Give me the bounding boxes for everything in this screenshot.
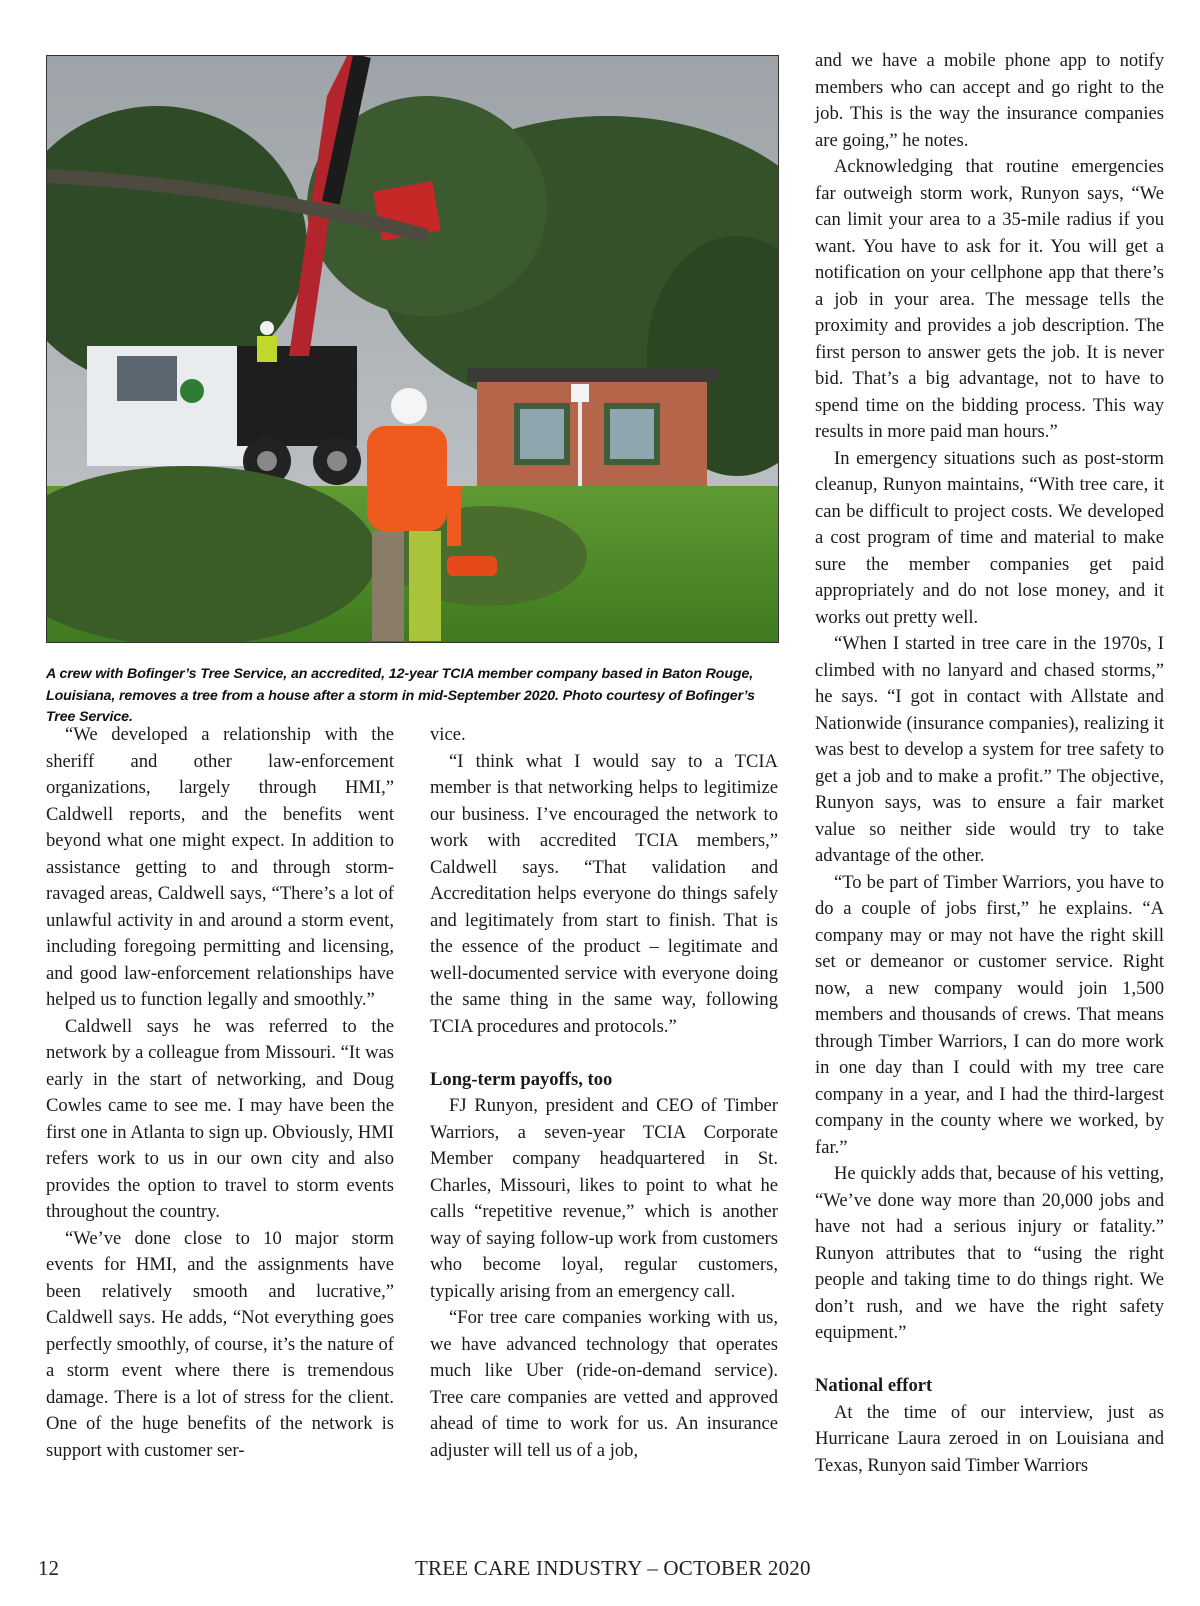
paragraph: At the time of our interview, just as Hurricane Laura zeroed in on Louisiana and Texas, Runyon said Timber Warriors [815, 1401, 1164, 1476]
paragraph-continuation: vice. [430, 724, 466, 745]
paragraph: Acknowledging that routine emergencies far outweigh storm work, Runyon says, “We can limit your area to a 35-mile radius if you want. You have to ask for it. You will get a notification on your cellphone app that there’s a job in your area. The message tells the proximity and provides a job description. The first person to answer gets the job. It is never bid. That’s a big advantage, not to have to spend time on the bidding process. This way results in more paid man hours.” [815, 156, 1164, 442]
article-photo [46, 55, 779, 643]
article-column-right [815, 48, 1164, 1479]
paragraph: FJ Runyon, president and CEO of Timber Warriors, a seven-year TCIA Corporate Member company headquartered in St. Charles, Missouri, likes to point to what he calls “repetitive revenue,” which is another way of saying follow-up work from customers who become loyal, regular customers, typically arising from an emergency call. [430, 1095, 778, 1302]
section-heading: Long-term payoffs, too [430, 1068, 613, 1090]
paragraph: “I think what I would say to a TCIA member is that networking helps to legitimize our business. I’ve encouraged the network to work with accredited TCIA members,” Caldwell says. “That validation and Accreditation helps everyone do things safely and legitimately from start to finish. That is the essence of the product – legitimate and well-documented service with everyone doing the same thing in the same way, following TCIA procedures and protocols.” [430, 750, 778, 1037]
paragraph: In emergency situations such as post-storm cleanup, Runyon maintains, “With tree care, it can be difficult to project costs. We developed a cost program of time and material to make sure the member companies get paid appropriately and do not lose money, and it works out pretty well. [815, 447, 1164, 628]
publication-footer: TREE CARE INDUSTRY – OCTOBER 2020 [415, 1556, 811, 1580]
article-column-left [46, 722, 394, 1464]
paragraph: “For tree care companies working with us, we have advanced technology that operates much like Uber (ride-on-demand service). Tree care companies are vetted and approved ahead of time to work for us. An insurance adjuster will tell us of a job, [430, 1307, 778, 1461]
paragraph: Caldwell says he was referred to the network by a colleague from Missouri. “It was early in the start of networking, and Doug Cowles came to see me. I may have been the first one in Atlanta to sign up. Obviously, HMI refers work to us in our own city and also provides the option to travel to storm events throughout the country. [46, 1015, 394, 1222]
paragraph: He quickly adds that, because of his vetting, “We’ve done way more than 20,000 jobs and have not had a serious injury or fatality.” Runyon attributes that to “using the right people and taking time to do things right. We don’t rush, and we have the right safety equipment.” [815, 1163, 1164, 1343]
photo-caption: A crew with Bofinger’s Tree Service, an accredited, 12-year TCIA member company based in Baton Rouge, Louisiana, removes a tree from a house after a storm in mid-September 2020. Photo courtesy of Bofinger’s Tree Service. [46, 666, 755, 725]
paragraph: “To be part of Timber Warriors, you have to do a couple of jobs first,” he explains. “A company may or may not have the right skill set or demeanor or customer service. Right now, a new company would join 1,500 members and thousands of crews. That means through Timber Warriors, I can do more work in one day than I could with my tree care company in a year, and I had the third-largest company in the county where we worked, by far.” [815, 871, 1164, 1158]
paragraph: “When I started in tree care in the 1970s, I climbed with no lanyard and chased storms,” he says. “I got in contact with Allstate and Nationwide (insurance companies), realizing it was best to develop a system for tree safety to get a job and to make a profit.” The objective, Runyon says, was to ensure a fair market value so neither side would try to take advantage of the other. [815, 633, 1164, 866]
article-column-middle [430, 722, 778, 1464]
paragraph: “We developed a relationship with the sheriff and other law-enforcement organizations, largely through HMI,” Caldwell reports, and the benefits went beyond what one might expect. In addition to assistance getting to and through storm-ravaged areas, Caldwell says, “There’s a lot of unlawful activity in and around a storm event, including foregoing permitting and licensing, and good law-enforcement relationships have helped us to function legally and smoothly.” [46, 724, 394, 1010]
paragraph: “We’ve done close to 10 major storm events for HMI, and the assignments have been relatively smooth and lucrative,” Caldwell says. He adds, “Not everything goes perfectly smoothly, of course, it’s the nature of a storm event where there is tremendous damage. There is a lot of stress for the client. One of the huge benefits of the network is support with customer ser- [46, 1227, 394, 1461]
section-heading: National effort [815, 1375, 933, 1396]
paragraph-continuation: and we have a mobile phone app to notify members who can accept and go right to the job. This is the way the insurance companies are going,” he notes. [815, 50, 1164, 151]
page-number: 12 [38, 1556, 59, 1580]
